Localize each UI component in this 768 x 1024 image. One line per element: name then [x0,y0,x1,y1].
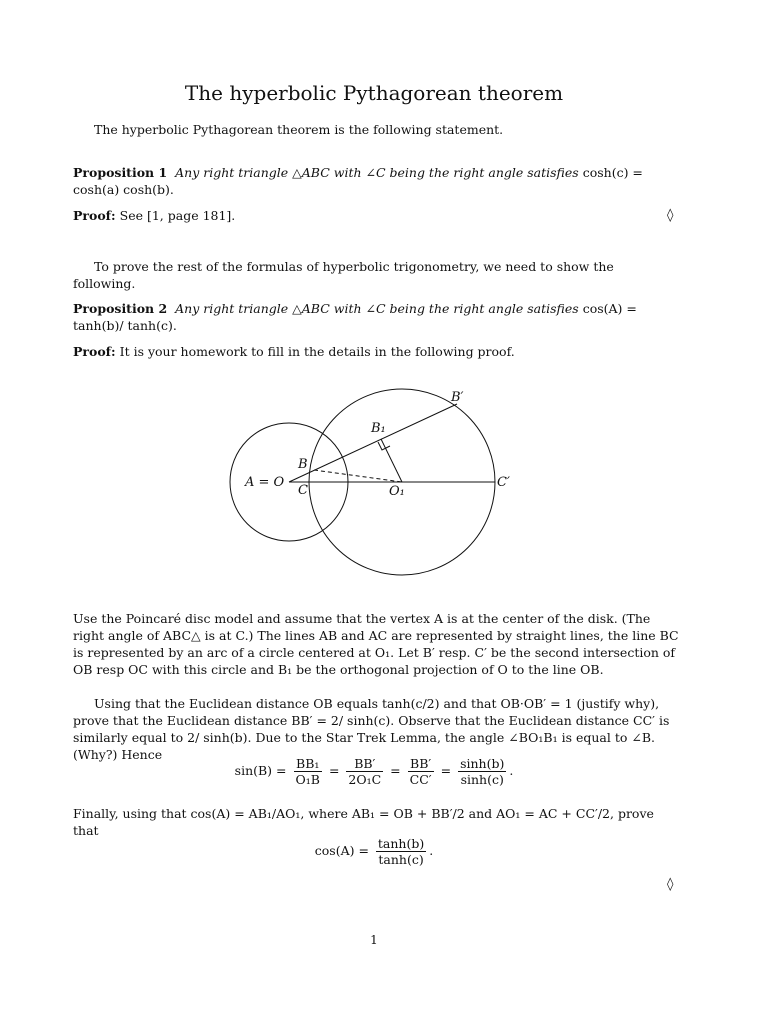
proof-1-text: See [1, page 181]. [119,208,236,223]
eq1-fraction-4: $\frac{\sinh(b)}{\sinh(c)}$ [460,756,505,787]
proof-2-text: It is your homework to fill in the details in the following proof. [119,344,515,359]
proof-2-end-mark: ◊ [667,877,674,892]
proof-2-label: Proof: [73,344,116,359]
label-b-prime: B′ [451,390,464,405]
eq1-fraction-1: $\frac{\text{BB₁}}{\text{O₁B}}$ [295,756,320,787]
equation-sin-b: sin(B) = $\frac{\text{BB₁}}{\text{O₁B}}$ = $\frac{BB'}{\text{2O₁C}}$ = $\frac{BB'}{CC'}$ = $\frac{\sinh(b)}{\sinh(c)}$ . [234,756,514,787]
page-number: 1 [370,933,378,947]
dashed-b-o1 [314,470,402,482]
bridge-paragraph: To prove the rest of the formulas of hyperbolic trigonometry, we need to show the following. [73,259,614,291]
proof-1-label: Proof: [73,208,116,223]
page-title: The hyperbolic Pythagorean theorem [184,81,564,105]
eq1-fraction-3: $\frac{BB'}{CC'}$ [409,756,432,787]
proposition-2-formula: cos(A) = tanh(b)/ tanh(c). [73,301,637,333]
proposition-1-statement: Any right triangle △ABC with ∠C being the right angle satisfies [175,165,579,180]
paragraph-distance: Using that the Euclidean distance OB equals tanh(c/2) and that OB·OB′ = 1 (justify why), prove that the Euclidean distance BB′ = 2/ sinh(c). Observe that the Euclidean distance CC′ is similarly equal to 2/ sinh(b). Due to the Star Trek Lemma, the angle ∠BO₁B₁ is equal to ∠B. (Why?) Hence [73,696,670,762]
eq2-lhs: cos(A) = [314,843,369,858]
intro-paragraph: The hyperbolic Pythagorean theorem is the following statement. [94,122,504,137]
proof-1-end-mark: ◊ [667,208,674,223]
equation-cos-a: cos(A) = $\frac{\tanh(b)}{\tanh(c)}$ . [314,836,434,867]
label-c-prime: C′ [497,475,510,490]
label-b1: B₁ [371,421,386,436]
eq1-lhs: sin(B) = [234,763,287,778]
label-o1: O₁ [389,484,405,499]
line-o1-b1 [381,439,402,482]
label-c: C [298,483,308,498]
eq1-fraction-2: $\frac{BB'}{\text{2O₁C}}$ [348,756,382,787]
paragraph-setup: Use the Poincaré disc model and assume that the vertex A is at the center of the disk. (The right angle of ABC△ is at C.) The lines AB and AC are represented by straight lines, the line BC is represented by an arc of a circle centered at O₁. Let B′ resp. C′ be the second intersection of OB resp OC with this circle and B₁ be the orthogonal projection of O to the line OB. [73,611,679,677]
proposition-2-label: Proposition 2 [73,301,168,316]
paragraph-final: Finally, using that cos(A) = AB₁/AO₁, where AB₁ = OB + BB′/2 and AO₁ = AC + CC′/2, prove that [73,806,654,838]
proposition-2-statement: Any right triangle △ABC with ∠C being the right angle satisfies [175,301,579,316]
label-b: B [298,457,308,472]
label-a-eq-o: A = O [245,475,285,490]
proposition-1-formula: cosh(c) = cosh(a) cosh(b). [73,165,643,197]
eq2-fraction: $\frac{\tanh(b)}{\tanh(c)}$ [377,836,425,867]
proposition-1-label: Proposition 1 [73,165,168,180]
